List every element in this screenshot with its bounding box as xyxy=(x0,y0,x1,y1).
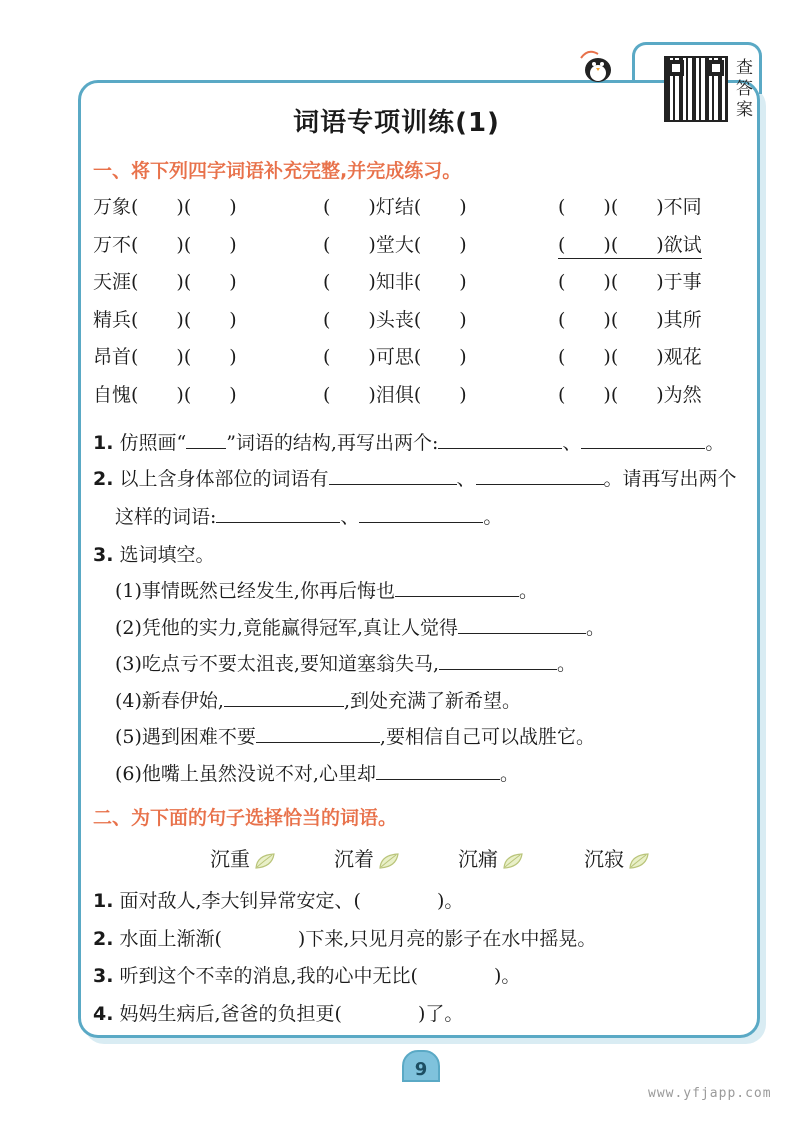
q3-item xyxy=(115,722,595,749)
idiom-cell[interactable]: ( )( )观花 xyxy=(558,346,702,368)
q3-item-text: (4)新春伊始, xyxy=(115,689,224,712)
q3-item-end: ,到处充满了新希望。 xyxy=(343,689,522,712)
q3-answer-blank[interactable] xyxy=(439,651,557,670)
idiom-cell[interactable]: ( )( )其所 xyxy=(558,308,702,331)
section2-heading: 二、为下面的句子选择恰当的词语。 xyxy=(93,807,398,829)
idiom-cell[interactable]: 自愧( )( ) xyxy=(93,383,237,406)
q2-answer-blank-2[interactable] xyxy=(476,466,604,485)
q3-item xyxy=(115,686,521,713)
word-choice-label: 沉重 xyxy=(210,847,250,871)
question-number: 2. xyxy=(93,927,114,950)
q1-text-a: 仿照画“ xyxy=(119,432,187,454)
word-choice xyxy=(334,843,400,872)
q1-sample-blank xyxy=(186,430,226,449)
idiom-cell[interactable]: ( )灯结( ) xyxy=(323,196,467,218)
q1-answer-blank-1[interactable] xyxy=(438,430,562,449)
q3-item xyxy=(115,759,519,786)
q3-item-end: 。 xyxy=(518,580,538,602)
q3-item-end: 。 xyxy=(586,616,606,639)
q3-item-end: ,要相信自己可以战胜它。 xyxy=(379,726,595,748)
idiom-cell[interactable]: ( )堂大( ) xyxy=(323,233,467,256)
q3-answer-blank[interactable] xyxy=(224,688,344,707)
qr-label: 查答案 xyxy=(736,58,753,120)
q2-line xyxy=(93,464,737,491)
q3-item xyxy=(115,649,576,676)
question-number: 1. xyxy=(93,890,114,912)
section2-question xyxy=(93,886,463,913)
q3-number: 3. xyxy=(93,544,114,566)
idiom-cell[interactable]: 精兵( )( ) xyxy=(93,308,237,331)
word-choice xyxy=(210,843,276,872)
q3-answer-blank[interactable] xyxy=(256,724,380,743)
q2-text-b: 。请再写出两个 xyxy=(603,468,737,490)
q1-line xyxy=(93,428,724,455)
word-choice-label: 沉寂 xyxy=(584,847,624,871)
idiom-cell[interactable]: ( )( )于事 xyxy=(558,271,702,293)
question-text[interactable]: 听到这个不幸的消息,我的心中无比( )。 xyxy=(119,965,521,987)
idiom-cell[interactable]: ( )( )为然 xyxy=(558,383,702,406)
word-choice xyxy=(458,843,524,872)
q2-separator: 、 xyxy=(456,468,476,490)
section1-heading: 一、将下列四字词语补充完整,并完成练习。 xyxy=(93,160,462,182)
q2-answer-blank-1[interactable] xyxy=(329,466,457,485)
q1-end: 。 xyxy=(705,432,725,454)
section2-question xyxy=(93,961,520,988)
word-choice-label: 沉着 xyxy=(334,847,374,871)
idiom-cell[interactable]: 万象( )( ) xyxy=(93,196,237,218)
q3-title: 选词填空。 xyxy=(119,544,215,566)
q1-number: 1. xyxy=(93,432,114,454)
question-number: 3. xyxy=(93,965,114,987)
idiom-cell[interactable]: 昂首( )( ) xyxy=(93,346,237,368)
q2-answer-blank-4[interactable] xyxy=(359,504,483,523)
page-number: 9 xyxy=(402,1050,440,1082)
word-choice xyxy=(584,843,650,872)
q2-number: 2. xyxy=(93,468,114,490)
idiom-cell[interactable]: ( )可思( ) xyxy=(323,346,467,368)
q1-separator: 、 xyxy=(562,432,582,454)
idiom-cell[interactable]: ( )( )欲试 xyxy=(558,230,702,259)
q3-item xyxy=(115,613,605,640)
q2-text-a: 以上含身体部位的词语有 xyxy=(119,468,329,490)
leaf-icon xyxy=(378,852,400,870)
question-text[interactable]: 妈妈生病后,爸爸的负担更( )了。 xyxy=(119,1002,464,1025)
watermark: www.yfjapp.com xyxy=(648,1086,772,1101)
page-title: 词语专项训练(1) xyxy=(293,108,500,138)
q3-item-end: 。 xyxy=(557,653,577,675)
idiom-cell[interactable]: ( )头丧( ) xyxy=(323,308,467,331)
q3-item-text: (2)凭他的实力,竟能赢得冠军,真让人觉得 xyxy=(115,616,458,639)
idiom-cell[interactable]: 万不( )( ) xyxy=(93,233,237,256)
q2-separator-2: 、 xyxy=(340,506,360,528)
section2-question xyxy=(93,999,463,1026)
q2-end: 。 xyxy=(483,506,503,528)
idiom-cell[interactable]: ( )泪俱( ) xyxy=(323,383,467,406)
q3-answer-blank[interactable] xyxy=(376,761,500,780)
q2-text-c: 这样的词语: xyxy=(115,506,217,528)
q3-item-text: (6)他嘴上虽然没说不对,心里却 xyxy=(115,762,376,785)
question-number: 4. xyxy=(93,1002,114,1025)
leaf-icon xyxy=(254,852,276,870)
q3-item-text: (1)事情既然已经发生,你再后悔也 xyxy=(115,580,395,602)
q2-answer-blank-3[interactable] xyxy=(216,504,340,523)
question-text[interactable]: 水面上渐渐( )下来,只见月亮的影子在水中摇晃。 xyxy=(119,927,597,950)
question-text[interactable]: 面对敌人,李大钊异常安定、( )。 xyxy=(119,890,464,912)
q3-item xyxy=(115,576,538,603)
idiom-cell[interactable]: ( )( )不同 xyxy=(558,196,702,218)
idiom-cell[interactable]: 天涯( )( ) xyxy=(93,271,237,293)
q3-item-text: (3)吃点亏不要太沮丧,要知道塞翁失马, xyxy=(115,653,439,675)
word-choice-label: 沉痛 xyxy=(458,847,498,871)
q3-item-text: (5)遇到困难不要 xyxy=(115,726,256,748)
leaf-icon xyxy=(628,852,650,870)
penguin-mascot-icon xyxy=(578,48,618,82)
idiom-cell[interactable]: ( )知非( ) xyxy=(323,271,467,293)
q3-answer-blank[interactable] xyxy=(395,578,519,597)
q1-text-b: ”词语的结构,再写出两个: xyxy=(226,432,439,454)
q3-answer-blank[interactable] xyxy=(458,615,586,634)
q3-item-end: 。 xyxy=(499,762,519,785)
q3-line xyxy=(93,540,215,567)
leaf-icon xyxy=(502,852,524,870)
section2-question xyxy=(93,924,596,951)
q2-line-2 xyxy=(115,502,502,529)
q1-answer-blank-2[interactable] xyxy=(581,430,705,449)
